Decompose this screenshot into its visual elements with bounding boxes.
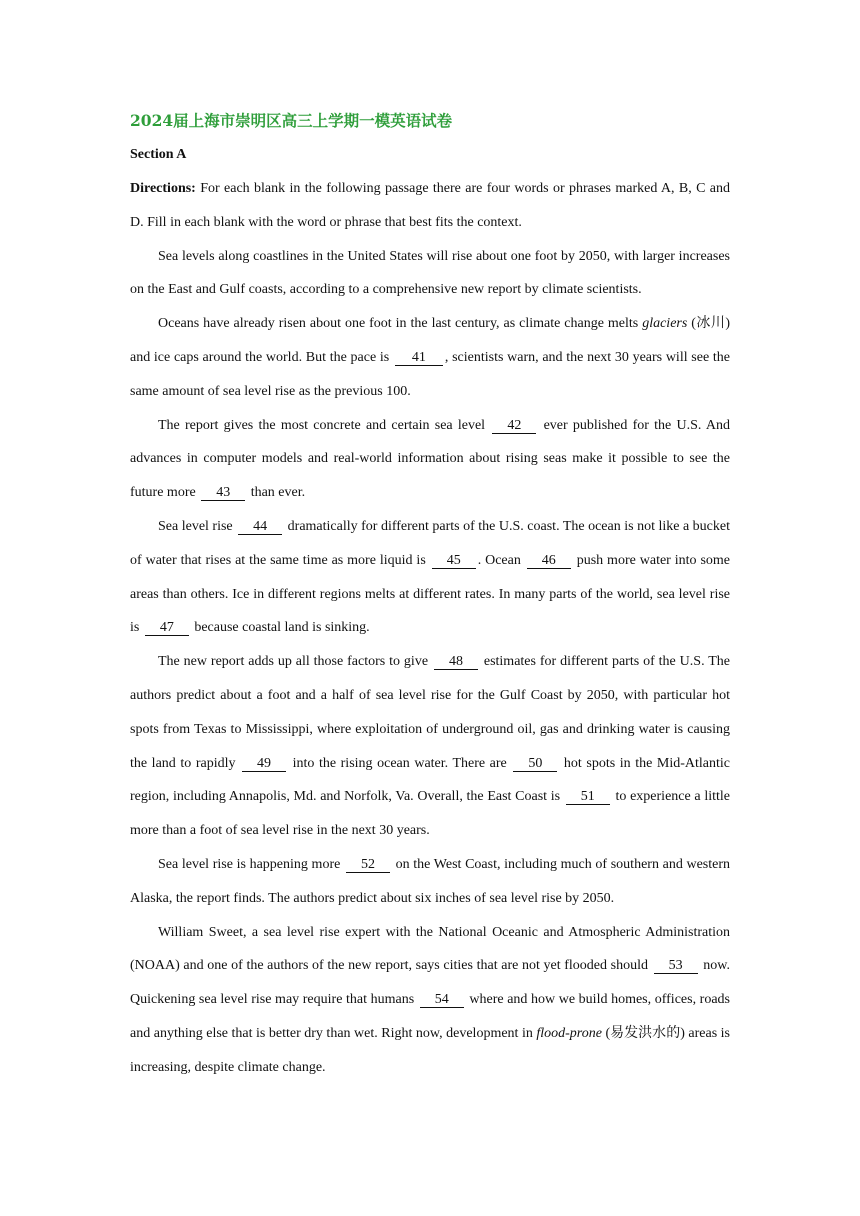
text-run: to experience a little more than a foot of sea level rise in the next 30 years. <box>130 789 730 839</box>
text-run: push more water into some areas than others. Ice in different regions melts at different rates. In many parts of the world, sea level rise is <box>130 552 730 636</box>
blank-52: 52 <box>346 857 390 873</box>
directions-paragraph <box>130 172 730 240</box>
blank-50: 50 <box>513 756 557 772</box>
text-run: because coastal land is sinking. <box>190 620 370 636</box>
text-run: . Ocean <box>477 552 525 568</box>
text-run: The new report adds up all those factors to give <box>158 654 432 670</box>
text-run: than ever. <box>247 485 306 501</box>
blank-54: 54 <box>420 992 464 1008</box>
blank-42: 42 <box>492 418 536 434</box>
section-heading: Section A <box>130 147 187 162</box>
passage-paragraph-3 <box>130 409 730 510</box>
passage-paragraph-4 <box>130 510 730 645</box>
text-run: now. Quickening sea level rise may require that humans <box>130 958 731 1008</box>
blank-53: 53 <box>654 958 698 974</box>
blank-43: 43 <box>201 485 245 501</box>
blank-49: 49 <box>242 756 286 772</box>
text-run: where and how we build homes, offices, roads and anything else that is better dry than wet. Right now, development in <box>130 992 730 1041</box>
text-run: Oceans have already risen about one foot in the last century, as climate change melts <box>158 316 643 332</box>
text-run: (易发洪水的) areas is increasing, despite climate change. <box>130 1025 730 1075</box>
text-run: Sea level rise <box>158 518 237 534</box>
exam-title: 2024届上海市崇明区高三上学期一模英语试卷 <box>130 111 453 130</box>
text-run: The report gives the most concrete and certain sea level <box>158 417 491 433</box>
text-run: into the rising ocean water. There are <box>288 755 512 771</box>
blank-44: 44 <box>238 519 282 535</box>
directions-label: Directions: <box>130 181 196 196</box>
text-run: William Sweet, a sea level rise expert with the National Oceanic and Atmospheric Administration (NOAA) and one of the authors of the new report, says cities that are not yet flooded should <box>130 924 730 974</box>
blank-46: 46 <box>527 553 571 569</box>
blank-47: 47 <box>145 620 189 636</box>
text-run: ever published for the U.S. And advances in computer models and real-world information about rising seas make it possible to see the future more <box>130 417 730 501</box>
passage-paragraph-6 <box>130 848 730 916</box>
text-run: hot spots in the Mid-Atlantic region, including Annapolis, Md. and Norfolk, Va. Overall, the East Coast is <box>130 755 730 805</box>
blank-45: 45 <box>432 553 476 569</box>
passage-paragraph-2 <box>130 307 730 408</box>
text-run: dramatically for different parts of the U.S. coast. The ocean is not like a bucket of water that rises at the same time as more liquid is <box>130 518 730 568</box>
text-run: estimates for different parts of the U.S. The authors predict about a foot and a half of sea level rise for the Gulf Coast by 2050, with particular hot spots from Texas to Mississippi, where exploitation of underground oil, gas and drinking water is causing the land to rapidly <box>130 654 731 771</box>
passage-paragraph-5 <box>130 645 730 848</box>
passage-paragraph-7 <box>130 916 730 1085</box>
text-run: , scientists warn, and the next 30 years will see the same amount of sea level rise as the previous 100. <box>130 349 730 399</box>
passage-paragraph-1: Sea levels along coastlines in the United States will rise about one foot by 2050, with larger increases on the East and Gulf coasts, according to a comprehensive new report by climate scientists. <box>130 248 730 298</box>
text-run: on the West Coast, including much of southern and western Alaska, the report finds. The authors predict about six inches of sea level rise by 2050. <box>130 856 731 906</box>
directions-text: For each blank in the following passage there are four words or phrases marked A, B, C and D. Fill in each blank with the word or phrase that best fits the context. <box>130 181 730 230</box>
blank-51: 51 <box>566 789 610 805</box>
glaciers-term: glaciers <box>642 316 688 332</box>
text-run: (冰川) and ice caps around the world. But the pace is <box>130 316 730 365</box>
exam-page <box>130 104 730 1085</box>
flood-prone-term: flood-prone <box>536 1025 602 1041</box>
blank-41: 41 <box>395 350 443 366</box>
text-run: Sea level rise is happening more <box>158 856 344 872</box>
blank-48: 48 <box>434 654 478 670</box>
